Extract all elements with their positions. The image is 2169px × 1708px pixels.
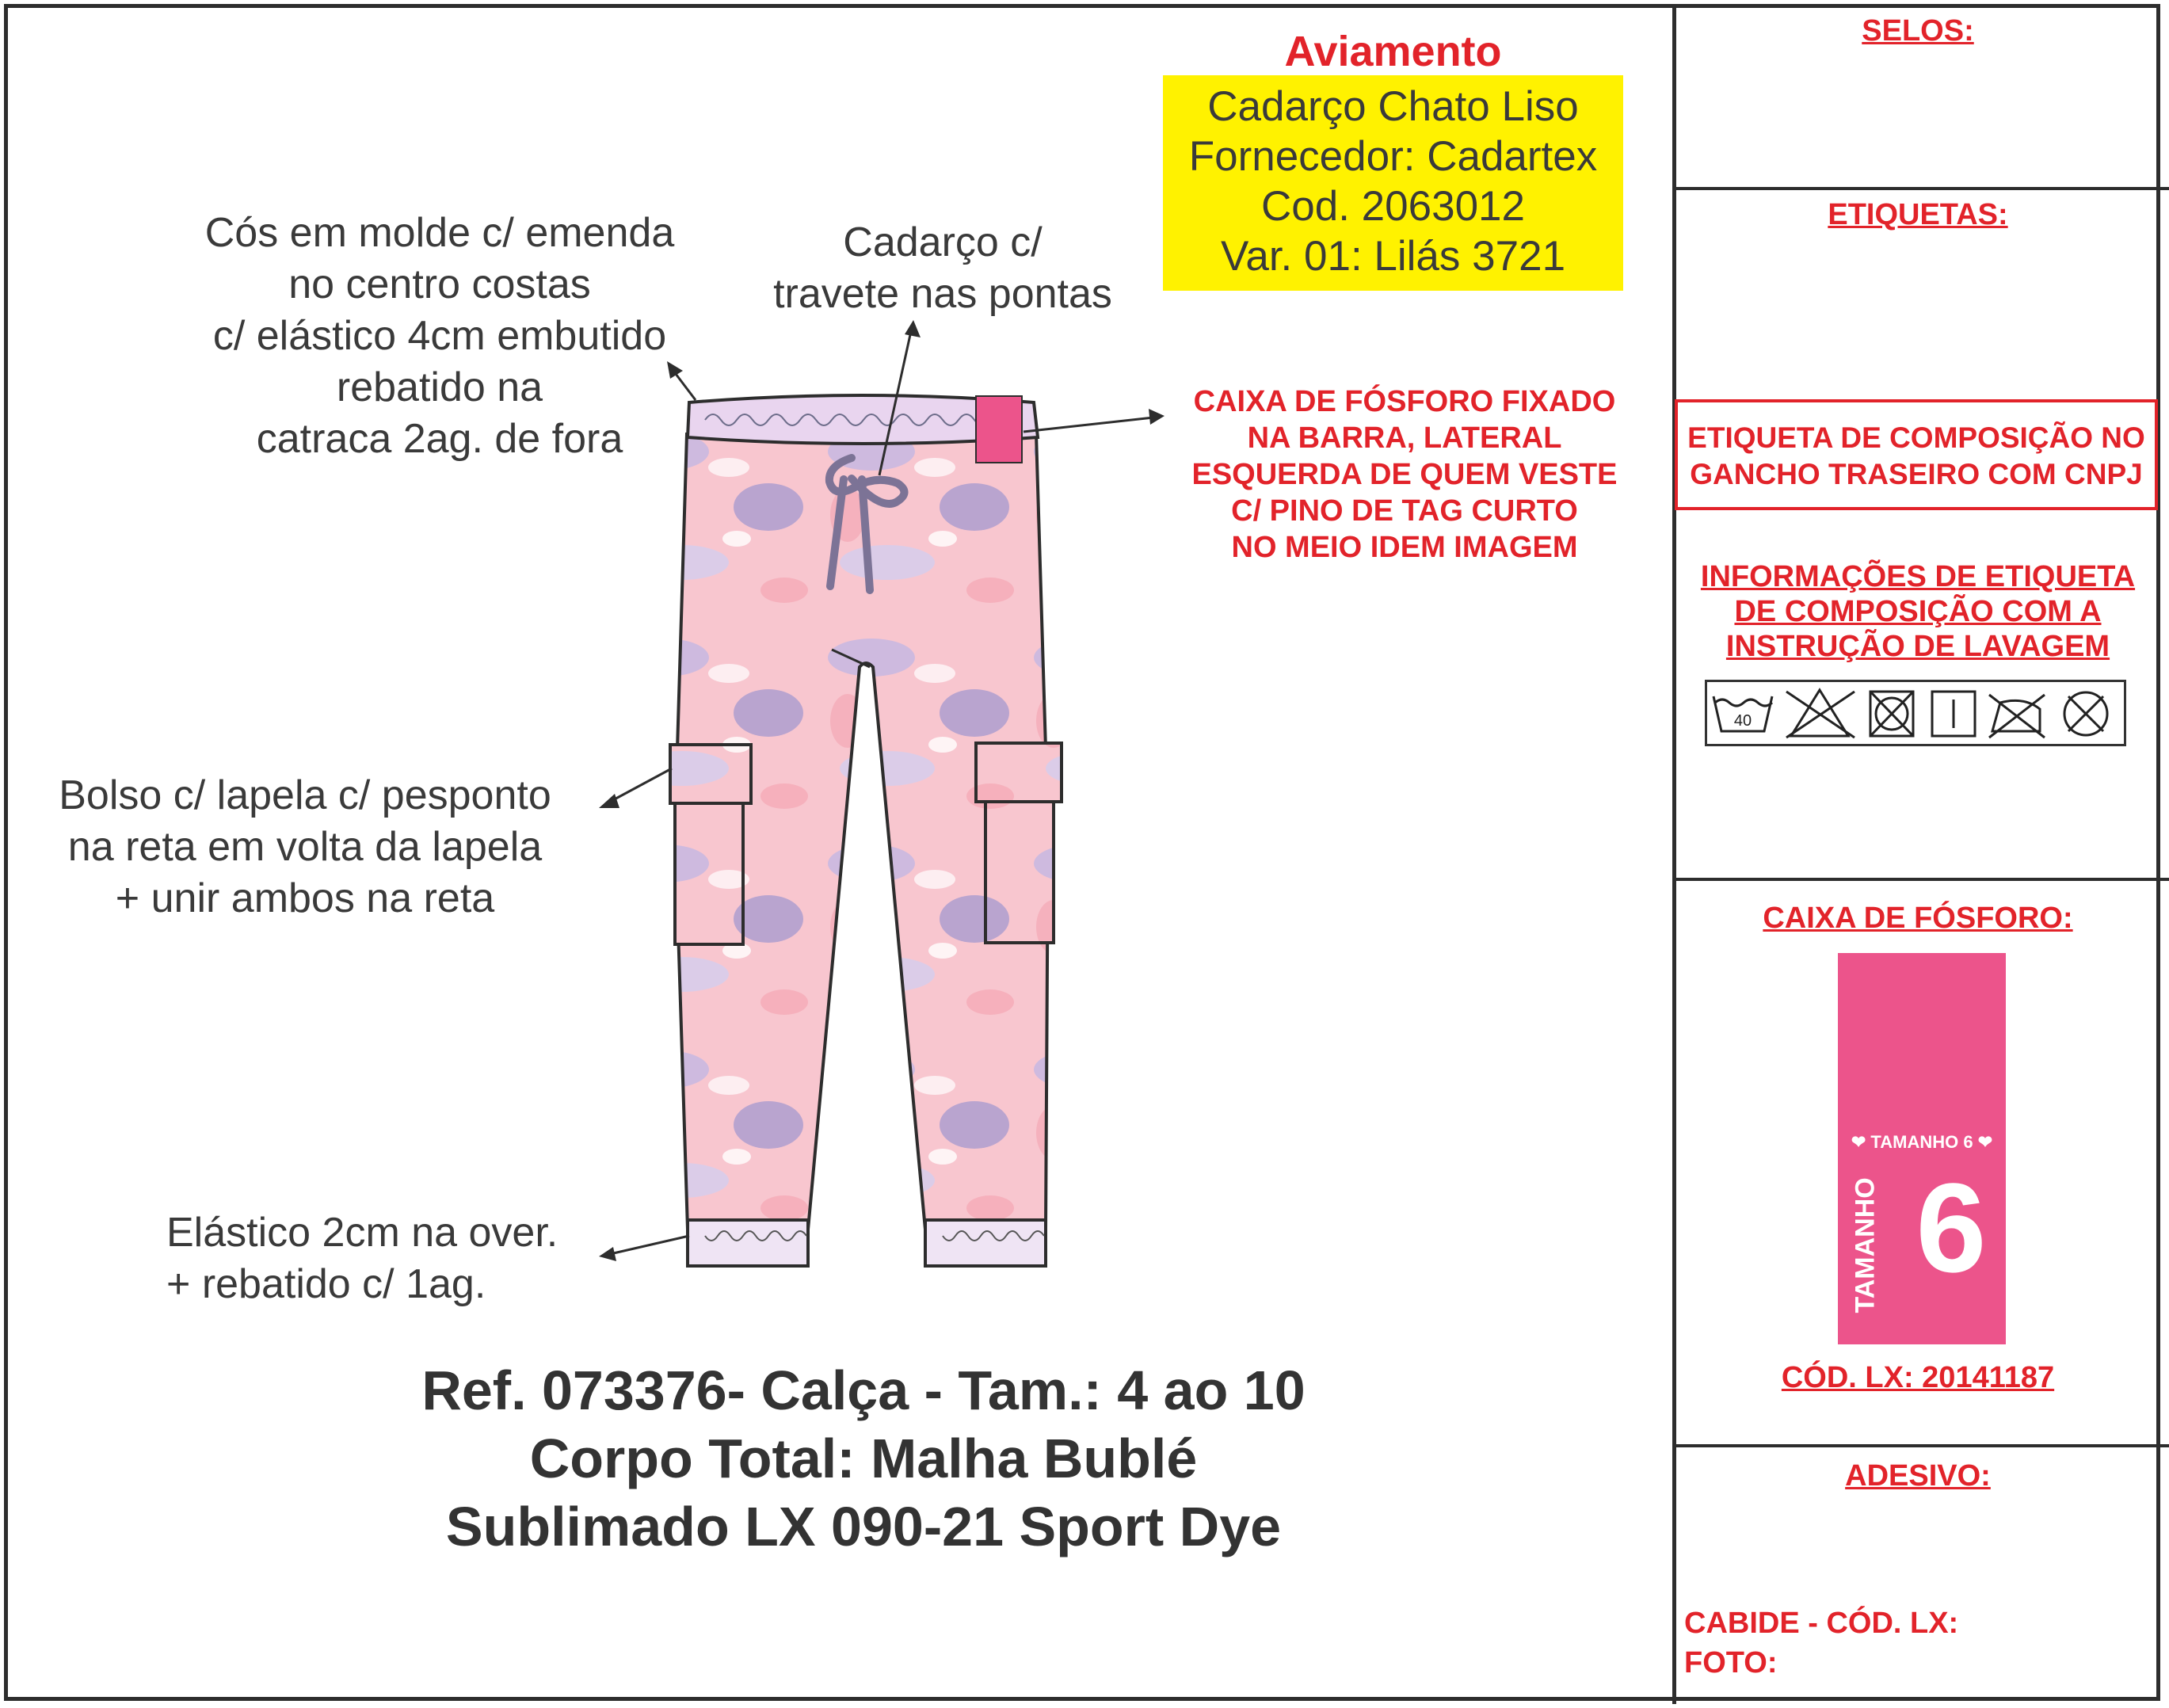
aviamento-line-2: Fornecedor: Cadartex — [1188, 133, 1598, 180]
annotation-cos-line: c/ elástico 4cm embutido — [212, 313, 667, 359]
product-print: Sublimado LX 090-21 Sport Dye — [445, 1496, 1282, 1557]
arrow-cos-head — [667, 361, 683, 379]
no-dry-clean-icon — [2064, 692, 2107, 735]
informacoes-line: INFORMAÇÕES DE ETIQUETA — [1700, 560, 2136, 593]
arrow-bolso-head — [599, 794, 619, 808]
annotation-caixa-line: C/ PINO DE TAG CURTO — [1231, 494, 1578, 528]
annotation-bolso-line: na reta em volta da lapela — [67, 824, 543, 870]
matchbox-tag — [1838, 953, 2006, 1344]
cuff-right — [925, 1220, 1046, 1266]
annotation-bolso-line: + unir ambos na reta — [115, 875, 495, 921]
heart-icon: ❤ — [1851, 1132, 1866, 1152]
wash-40-icon — [1713, 696, 1772, 731]
heart-icon: ❤ — [1977, 1132, 1993, 1152]
annotation-cadarco-line: Cadarço c/ — [843, 219, 1043, 265]
care-symbols-graphic — [1707, 682, 2124, 744]
sidebar-separator-3 — [1672, 1444, 2169, 1447]
aviamento-title: Aviamento — [1284, 28, 1502, 75]
tag-number: 6 — [1916, 1157, 1987, 1298]
care-symbols — [1705, 680, 2126, 746]
arrow-caixa — [1024, 417, 1153, 432]
annotation-cos-line: no centro costas — [288, 261, 591, 307]
arrow-elastico-head — [599, 1247, 616, 1261]
composicao-line: GANCHO TRASEIRO COM CNPJ — [1690, 458, 2143, 490]
arrow-bolso — [610, 768, 672, 802]
arrow-caixa-head — [1149, 409, 1165, 425]
selos-heading: SELOS: — [1862, 14, 1974, 48]
waist-tag — [976, 396, 1022, 463]
arrow-elastico — [610, 1236, 689, 1254]
cuff-left — [688, 1220, 808, 1266]
tag-top-row — [1838, 1132, 2006, 1153]
sidebar-separator-2 — [1672, 878, 2169, 881]
annotation-caixa-line: NO MEIO IDEM IMAGEM — [1231, 531, 1578, 564]
tag-top-text: TAMANHO 6 — [1870, 1132, 1973, 1152]
product-title — [269, 1356, 1458, 1561]
arrow-cadarco-head — [905, 320, 921, 337]
tag-vertical-text: TAMANHO — [1850, 1177, 1881, 1313]
cabide-foto — [1684, 1603, 1958, 1683]
product-ref: Ref. 073376- Calça - Tam.: 4 ao 10 — [421, 1359, 1306, 1421]
annotation-elastico-line: + rebatido c/ 1ag. — [166, 1261, 486, 1307]
line-dry-icon — [1932, 692, 1975, 736]
foto-label: FOTO: — [1684, 1646, 1778, 1679]
wash-temp: 40 — [1733, 712, 1752, 730]
annotation-cadarco-line: travete nas pontas — [773, 271, 1112, 317]
aviamento-line-4: Var. 01: Lilás 3721 — [1220, 233, 1566, 280]
sidebar-divider — [1672, 4, 1676, 1704]
caixa-heading: CAIXA DE FÓSFORO: — [1763, 902, 2073, 935]
pocket-left — [675, 803, 743, 944]
aviamento-line-3: Cod. 2063012 — [1260, 183, 1525, 230]
no-iron-icon — [1989, 695, 2045, 738]
annotation-caixa-line: ESQUERDA DE QUEM VESTE — [1191, 458, 1618, 491]
pocket-right — [985, 802, 1054, 943]
adesivo-heading: ADESIVO: — [1845, 1459, 1991, 1493]
informacoes-line: DE COMPOSIÇÃO COM A — [1734, 595, 2102, 628]
annotation-cos-line: rebatido na — [336, 364, 543, 410]
annotation-caixa-line: NA BARRA, LATERAL — [1247, 421, 1562, 455]
annotation-caixa-line: CAIXA DE FÓSFORO FIXADO — [1193, 385, 1616, 418]
composicao-line: ETIQUETA DE COMPOSIÇÃO NO — [1687, 421, 2145, 454]
annotation-cos-line: catraca 2ag. de fora — [256, 416, 623, 462]
annotation-bolso-line: Bolso c/ lapela c/ pesponto — [59, 772, 551, 818]
composicao-box — [1675, 399, 2158, 510]
aviamento-line-1: Cadarço Chato Liso — [1207, 83, 1579, 130]
annotation-elastico-line: Elástico 2cm na over. — [166, 1210, 558, 1256]
etiquetas-heading: ETIQUETAS: — [1828, 198, 2008, 231]
cabide-label: CABIDE - CÓD. LX: — [1684, 1607, 1959, 1640]
cod-lx: CÓD. LX: 20141187 — [1781, 1361, 2055, 1394]
no-bleach-icon — [1786, 690, 1855, 738]
pocket-flap-left — [670, 745, 751, 803]
product-fabric: Corpo Total: Malha Bublé — [529, 1428, 1198, 1489]
sidebar-separator-1 — [1672, 187, 2169, 190]
no-tumble-dry-icon — [1870, 692, 1913, 736]
annotation-cos-line: Cós em molde c/ emenda — [204, 210, 675, 256]
pocket-flap-right — [976, 743, 1062, 802]
arrow-cos — [673, 371, 696, 400]
informacoes-line: INSTRUÇÃO DE LAVAGEM — [1725, 630, 2110, 663]
informacoes-heading — [1676, 559, 2159, 664]
